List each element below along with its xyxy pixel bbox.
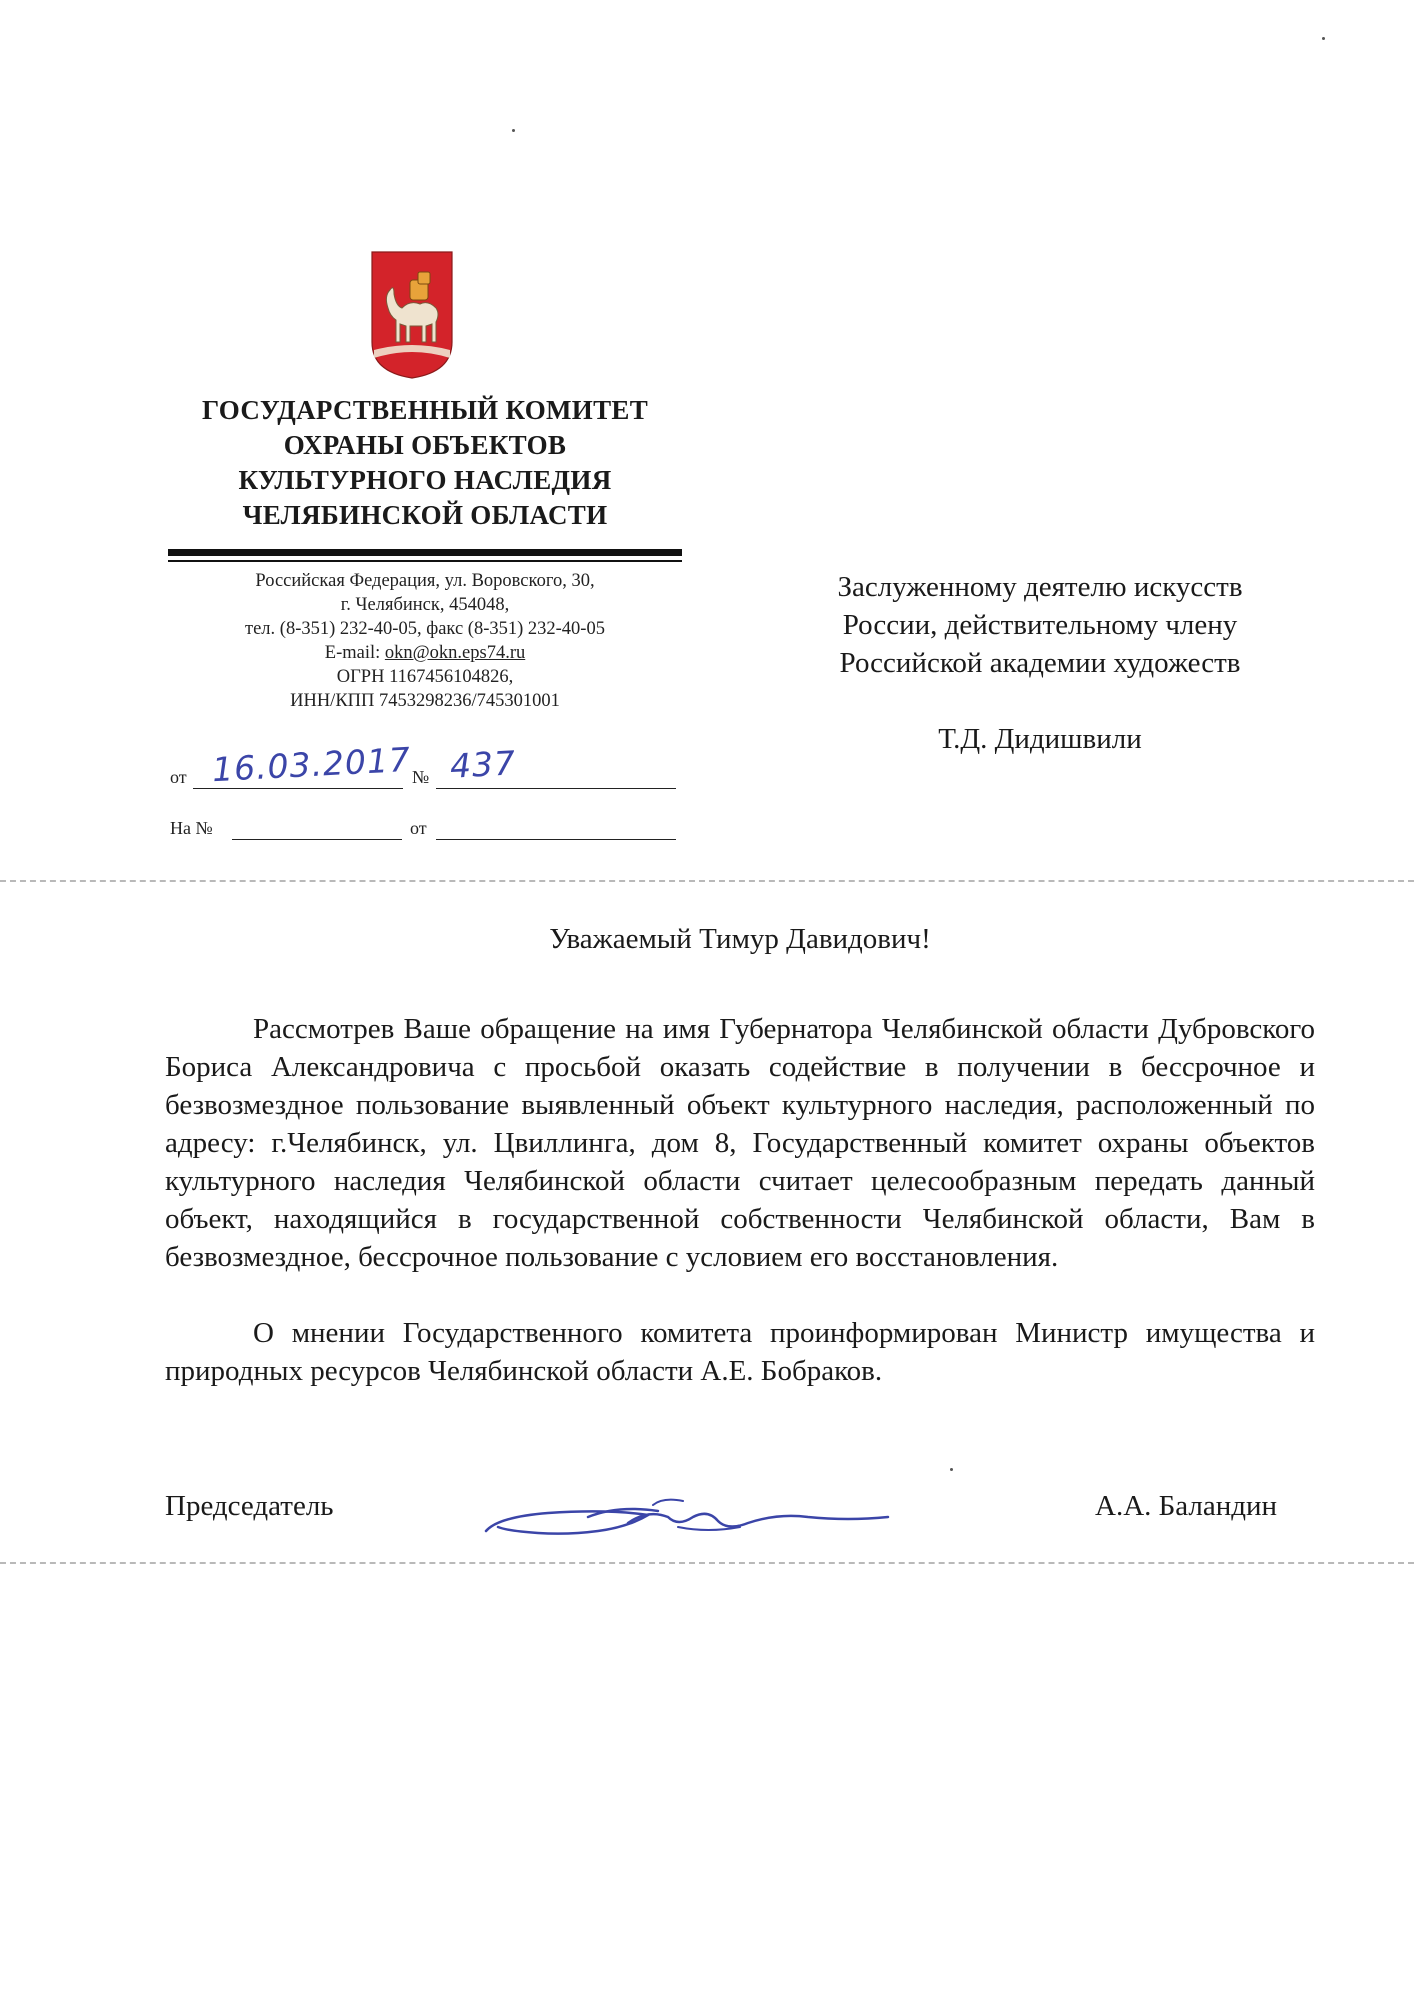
email-line xyxy=(130,642,720,665)
scan-speck xyxy=(1322,37,1325,40)
number-label: № xyxy=(412,767,430,787)
addressee-line-1: Заслуженному деятелю искусств xyxy=(837,571,1243,603)
in-reply-date-line xyxy=(436,839,676,840)
addressee-name: Т.Д. Дидишвили xyxy=(938,723,1142,755)
inn-kpp-line: ИНН/КПП 7453298236/745301001 xyxy=(290,691,560,711)
email-label: E-mail: xyxy=(324,643,381,663)
scan-speck xyxy=(950,1468,953,1471)
scan-fold-line-top xyxy=(0,880,1414,882)
salutation: Уважаемый Тимур Давидович! xyxy=(549,923,931,955)
org-name-line-2: ОХРАНЫ ОБЪЕКТОВ xyxy=(283,430,567,460)
signer-title: Председатель xyxy=(165,1490,334,1522)
email-link[interactable]: okn@okn.eps74.ru xyxy=(384,643,526,663)
in-reply-from-label: от xyxy=(410,818,427,838)
ogrn-line: ОГРН 1167456104826, xyxy=(336,667,514,687)
body-paragraph-1-text: Рассмотрев Ваше обращение на имя Губернатора Челябинской области Дубровского Бориса Александровича с просьбой оказать содействие в получении в бессрочное и безвозмездное пользование выявленный объект культурного наследия, расположенный по адресу: г.Челябинск, ул. Цвиллинга, дом 8, Государственный комитет охраны объектов культурного наследия Челябинской области считает целесообразным передать данный объект, находящийся в государственной собственности Челябинской области, Вам в безвозмездное, бессрочное пользование с условием его восстановления. xyxy=(165,1013,1315,1273)
letterhead-rule-thick xyxy=(168,549,682,556)
body-paragraph-2-text: О мнении Государственного комитета проинформирован Министр имущества и природных ресурсов Челябинской области А.Е. Бобраков. xyxy=(165,1317,1315,1387)
coat-of-arms-emblem xyxy=(370,250,454,380)
signer-name: А.А. Баландин xyxy=(1095,1490,1278,1522)
scan-speck xyxy=(512,129,515,132)
addressee-line-2: России, действительному члену xyxy=(842,609,1238,641)
address-line-2: г. Челябинск, 454048, xyxy=(340,595,510,615)
addressee-line-3: Российской академии художеств xyxy=(839,647,1241,679)
letterhead-rule-thin xyxy=(168,560,682,562)
date-from-label: от xyxy=(170,767,187,787)
org-name-line-1: ГОСУДАРСТВЕННЫЙ КОМИТЕТ xyxy=(201,395,649,425)
in-reply-number-label: На № xyxy=(170,818,213,838)
handwritten-number: 437 xyxy=(449,743,517,786)
address-line-3: тел. (8-351) 232-40-05, факс (8-351) 232-40-05 xyxy=(245,619,605,639)
org-name-line-4: ЧЕЛЯБИНСКОЙ ОБЛАСТИ xyxy=(242,500,608,530)
body-paragraph-2 xyxy=(165,1314,1315,1390)
in-reply-number-line xyxy=(232,839,402,840)
handwritten-date: 16.03.2017 xyxy=(211,739,412,790)
org-name-line-3: КУЛЬТУРНОГО НАСЛЕДИЯ xyxy=(238,465,612,495)
scan-fold-line-bottom xyxy=(0,1562,1414,1564)
address-line-1: Российская Федерация, ул. Воровского, 30, xyxy=(255,571,595,591)
body-paragraph-1 xyxy=(165,1010,1315,1276)
handwritten-signature xyxy=(478,1487,898,1547)
number-fill-line xyxy=(436,788,676,789)
